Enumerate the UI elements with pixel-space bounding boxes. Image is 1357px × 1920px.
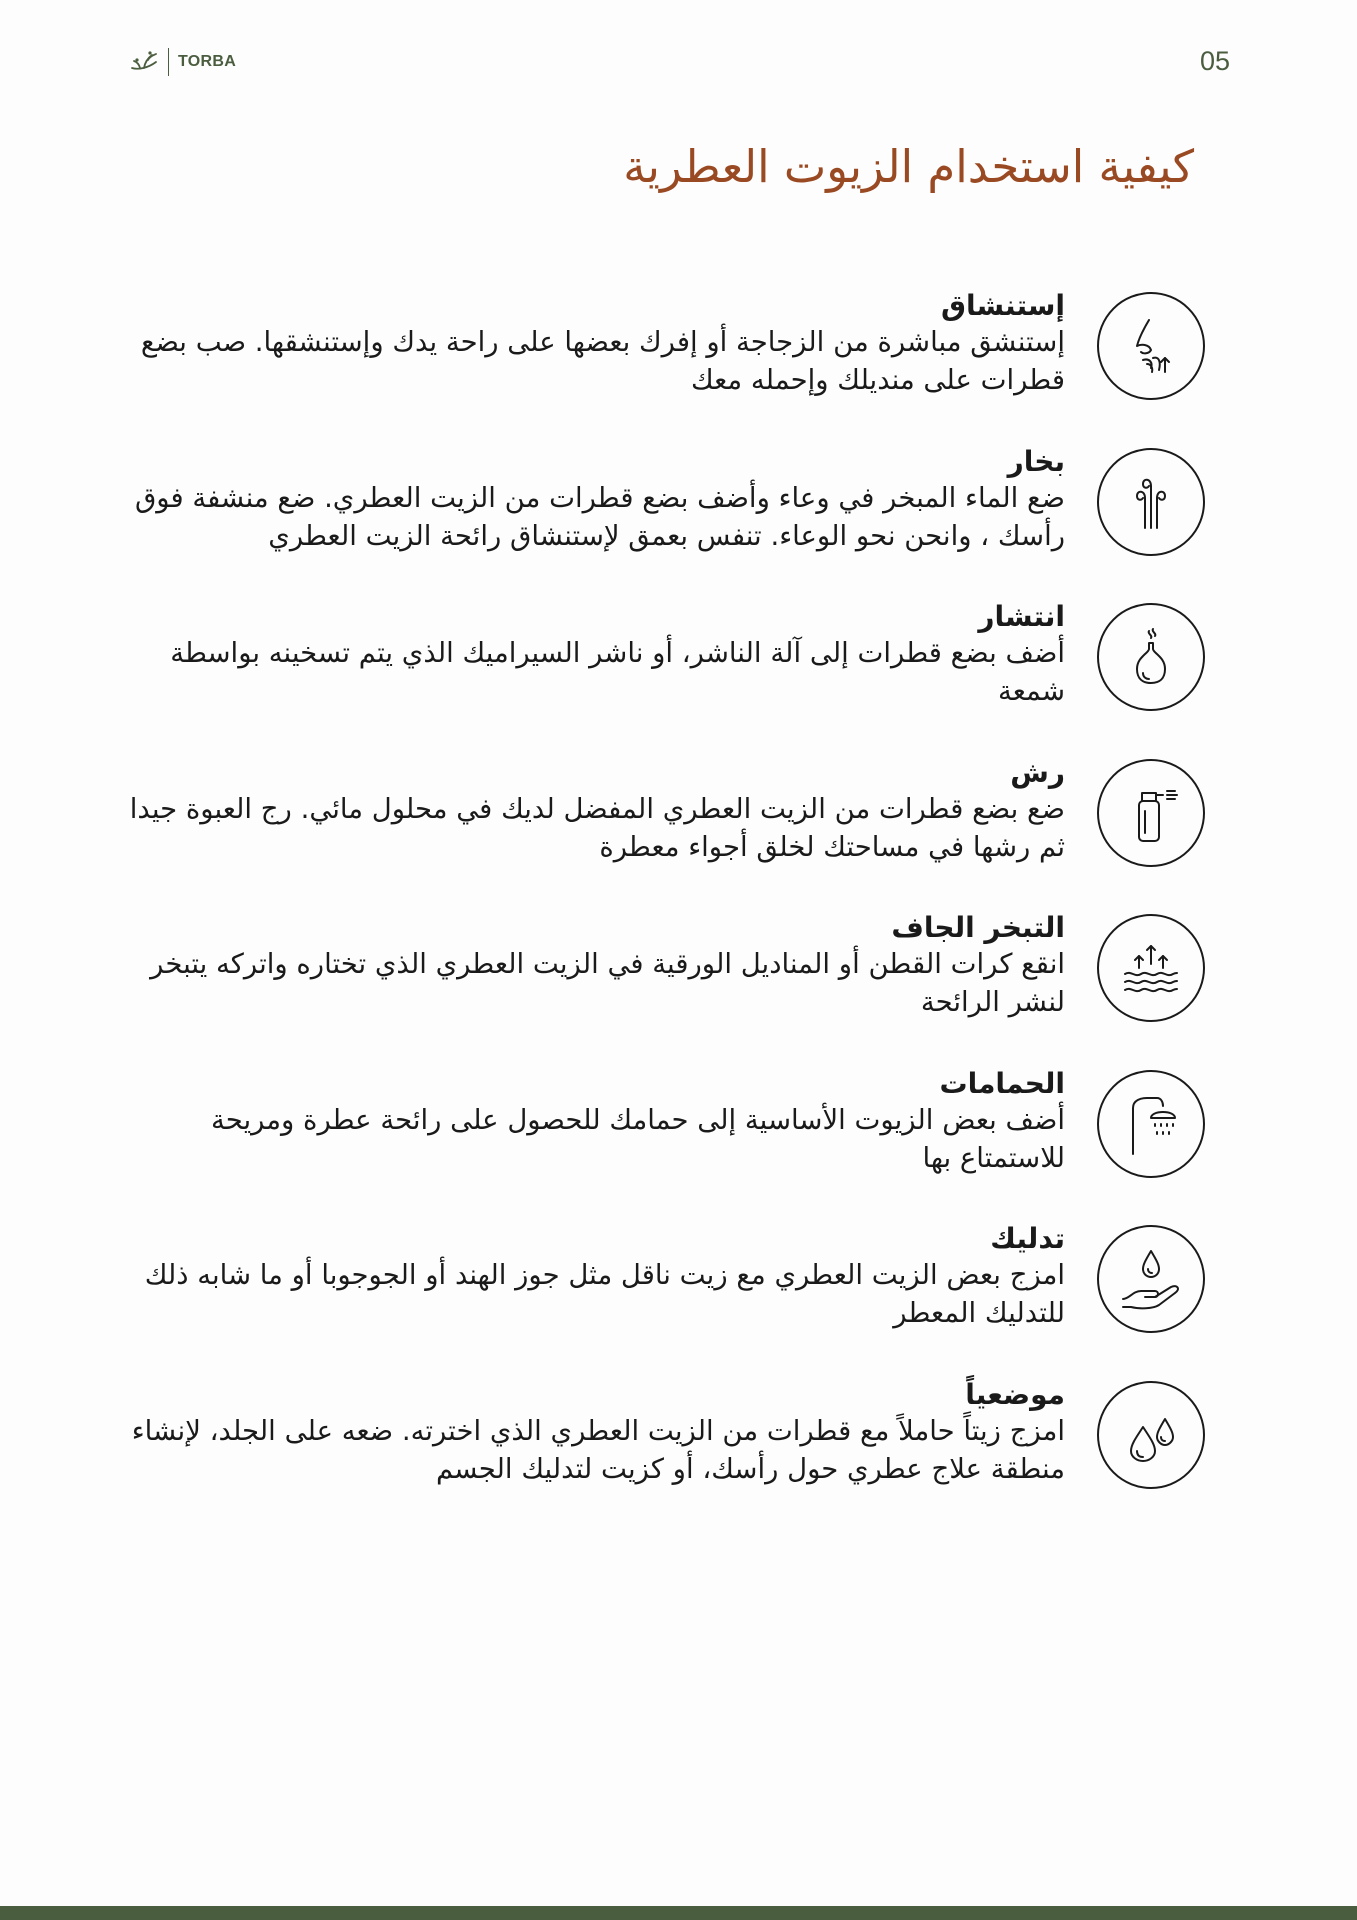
item-description: ضع الماء المبخر في وعاء وأضف بضع قطرات من الزيت العطري. ضع منشفة فوق رأسك ، وانحن نحو الوعاء. تنفس بعمق لإستنشاق رائحة الزيت العطري bbox=[134, 481, 1065, 552]
item-title: إستنشاق bbox=[940, 289, 1065, 322]
evaporation-icon bbox=[1097, 914, 1205, 1022]
item-title: موضعياً bbox=[965, 1377, 1065, 1411]
usage-methods-list bbox=[105, 289, 1205, 1533]
shower-icon bbox=[1097, 1070, 1205, 1178]
page-title: كيفية استخدام الزيوت العطرية bbox=[623, 140, 1194, 193]
item-description: ضع بضع قطرات من الزيت العطري المفضل لديك في محلول مائي. رج العبوة جيدا ثم رشها في مساحتك لخلق أجواء معطرة bbox=[129, 792, 1065, 863]
list-item bbox=[105, 911, 1205, 1067]
list-item bbox=[105, 445, 1205, 601]
leaf-logo-icon bbox=[128, 46, 160, 78]
logo-divider bbox=[168, 48, 169, 76]
list-item bbox=[105, 1067, 1205, 1223]
item-title: التبخر الجاف bbox=[891, 911, 1065, 944]
brand-name: TORBA bbox=[178, 53, 237, 70]
list-item bbox=[105, 1222, 1205, 1378]
item-title: رش bbox=[1010, 755, 1065, 789]
steam-icon bbox=[1097, 448, 1205, 556]
drops-icon bbox=[1097, 1381, 1205, 1489]
list-item bbox=[105, 756, 1205, 912]
nose-inhale-icon bbox=[1097, 292, 1205, 400]
item-title: تدليك bbox=[990, 1222, 1065, 1255]
item-description: امزج بعض الزيت العطري مع زيت ناقل مثل جوز الهند أو الجوجوبا أو ما شابه ذلك للتدليك المعطر bbox=[144, 1259, 1065, 1329]
footer-bar bbox=[0, 1906, 1357, 1920]
list-item bbox=[105, 600, 1205, 756]
item-description: أضف بعض الزيوت الأساسية إلى حمامك للحصول على رائحة عطرة ومريحة للاستمتاع بها bbox=[210, 1103, 1065, 1174]
item-description: امزج زيتاً حاملاً مع قطرات من الزيت العطري الذي اخترته. ضعه على الجلد، لإنشاء منطقة علاج عطري حول رأسك، أو كزيت لتدليك الجسم bbox=[131, 1414, 1065, 1485]
item-description: انقع كرات القطن أو المناديل الورقية في الزيت العطري الذي تختاره واتركه يتبخر لنشر الرائحة bbox=[150, 948, 1065, 1018]
brand-logo bbox=[128, 46, 236, 78]
spray-bottle-icon bbox=[1097, 759, 1205, 867]
item-description: أضف بضع قطرات إلى آلة الناشر، أو ناشر السيراميك الذي يتم تسخينه بواسطة شمعة bbox=[170, 637, 1065, 707]
diffuser-icon bbox=[1097, 603, 1205, 711]
hand-drop-icon bbox=[1097, 1225, 1205, 1333]
item-title: بخار bbox=[1007, 444, 1065, 478]
page-number: 05 bbox=[1199, 46, 1230, 76]
list-item bbox=[105, 1378, 1205, 1534]
item-title: الحمامات bbox=[939, 1066, 1065, 1100]
item-title: انتشار bbox=[978, 600, 1065, 633]
list-item bbox=[105, 289, 1205, 445]
item-description: إستنشق مباشرة من الزجاجة أو إفرك بعضها على راحة يدك وإستنشقها. صب بضع قطرات على منديلك وإحمله معك bbox=[140, 326, 1065, 396]
